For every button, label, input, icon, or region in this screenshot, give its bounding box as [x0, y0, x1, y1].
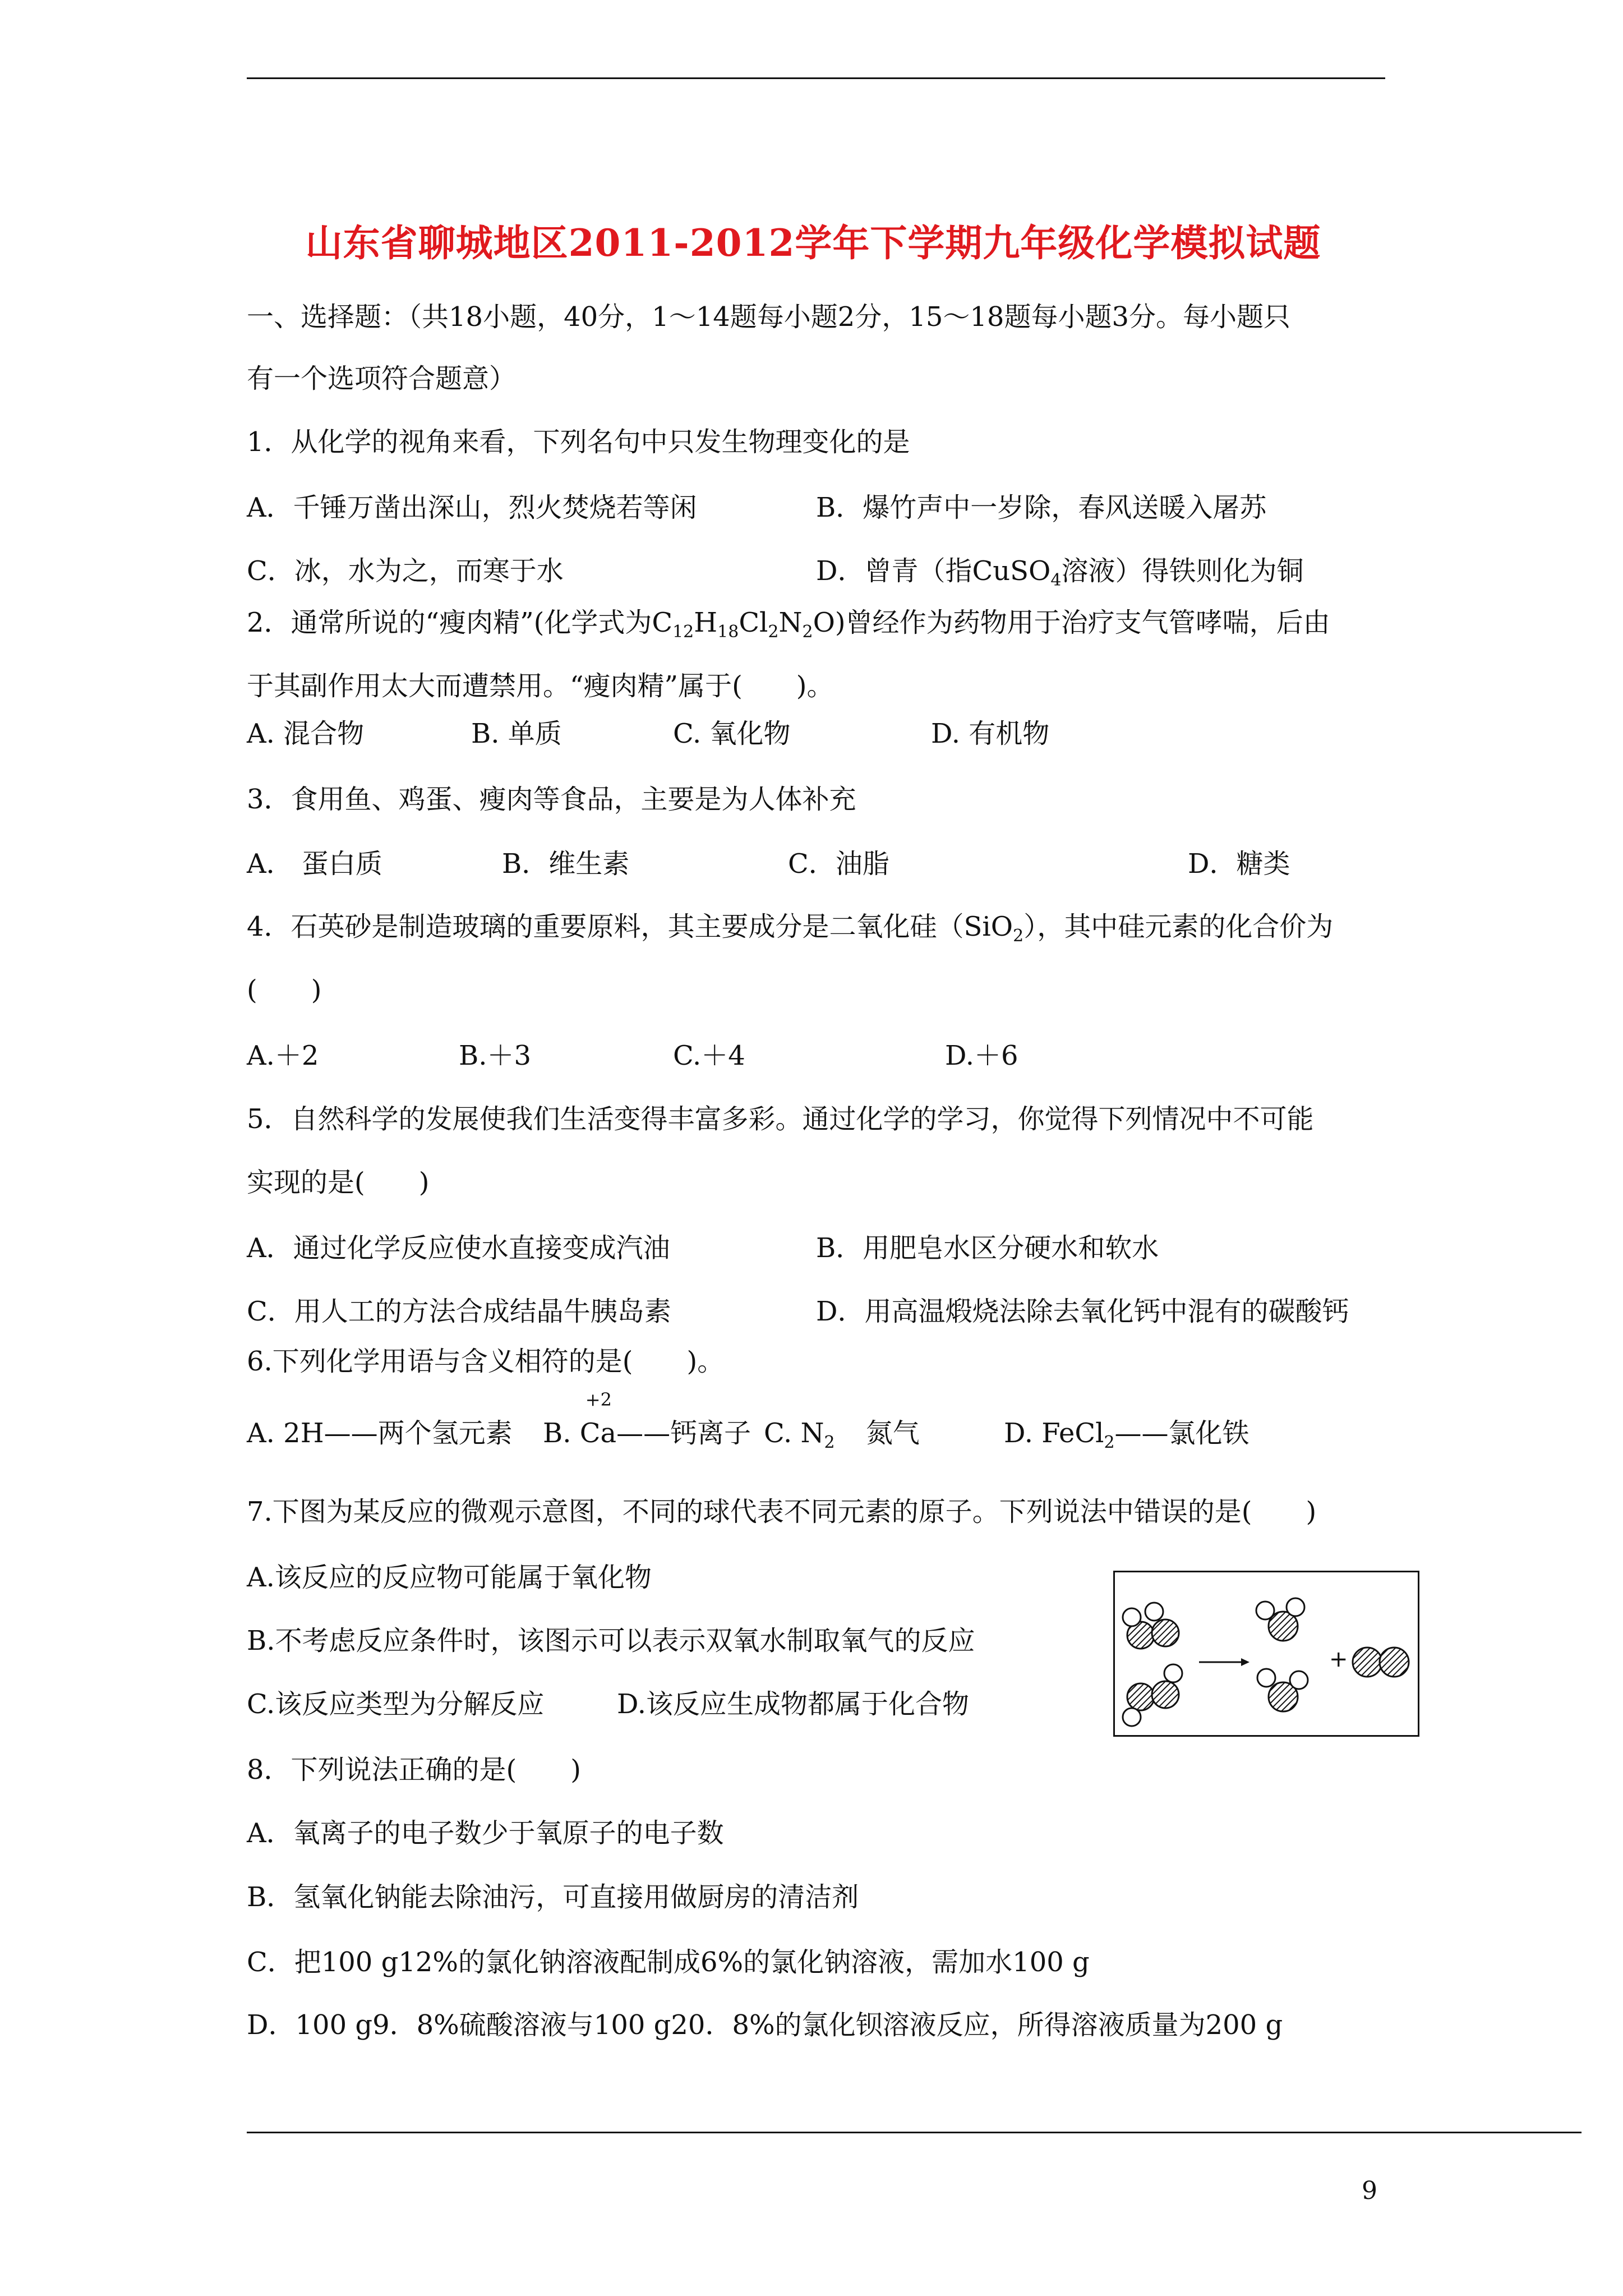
q2-formula-h: H: [694, 607, 718, 638]
reactant-molecule-1: [1123, 1603, 1179, 1649]
q8-option-a: A．氧离子的电子数少于氧原子的电子数: [247, 1818, 724, 1849]
page-number: 9: [1362, 2177, 1377, 2205]
q6-option-c-text: C. N: [764, 1418, 824, 1449]
header-rule: [247, 77, 1385, 79]
q5-option-d: D．用高温煅烧法除去氧化钙中混有的碳酸钙: [816, 1296, 1349, 1327]
q6-option-d: [1004, 1416, 1249, 1450]
q6-option-d-text-end: ——氯化铁: [1114, 1418, 1249, 1449]
q8-stem: 8．下列说法正确的是( ): [247, 1754, 581, 1786]
q5-option-c: C．用人工的方法合成结晶牛胰岛素: [247, 1296, 671, 1327]
q8-option-d: D．100 g9．8%硫酸溶液与100 g20．8%的氯化钡溶液反应，所得溶液质量为200 g: [247, 2009, 1283, 2041]
q2-stem-start: 2．通常所说的“瘦肉精”(化学式为C: [247, 607, 673, 638]
page-title: 山东省聊城地区2011-2012学年下学期九年级化学模拟试题: [305, 221, 1321, 265]
q6-option-d-text: D. FeCl: [1004, 1418, 1104, 1449]
q3-stem: 3．食用鱼、鸡蛋、瘦肉等食品，主要是为人体补充: [247, 784, 856, 815]
q4-stem-end: ），其中硅元素的化合价为: [1023, 911, 1334, 942]
reactant-molecule-2: [1123, 1664, 1182, 1726]
q2-stem: [247, 606, 1330, 642]
reaction-arrow: [1199, 1658, 1249, 1666]
q1-option-d-text: D．曾青（指CuSO: [816, 555, 1051, 587]
q7-option-c: C.该反应类型为分解反应: [247, 1688, 545, 1720]
q4-sub: 2: [1013, 926, 1024, 946]
q2-stem-line2: 于其副作用太大而遭禁用。“瘦肉精”属于( )。: [247, 670, 834, 702]
q6-option-b: [543, 1389, 751, 1450]
q4-stem: [247, 910, 1333, 944]
q2-formula-n: N: [778, 607, 803, 638]
q6-option-c: [764, 1416, 920, 1450]
q3-option-a: A． 蛋白质: [247, 848, 382, 880]
section-heading-line2: 有一个选项符合题意）: [247, 363, 517, 394]
q1-option-b: B．爆竹声中一岁除，春风送暖入屠苏: [816, 492, 1267, 523]
q4-option-c: C.＋4: [673, 1040, 745, 1071]
product-molecule-2: [1257, 1669, 1308, 1711]
q2-stem-end: O)曾经作为药物用于治疗支气管哮喘，后由: [813, 607, 1330, 638]
q6-valence-symbol: [579, 1389, 617, 1450]
q6-stem: 6.下列化学用语与含义相符的是( )。: [247, 1346, 725, 1377]
plus-sign: +: [1329, 1646, 1348, 1672]
q2-sub-1: 12: [672, 622, 694, 642]
q6-valence-charge: +2: [585, 1389, 612, 1410]
q4-option-b: B.＋3: [459, 1040, 532, 1071]
q7-option-d: D.该反应生成物都属于化合物: [617, 1688, 970, 1720]
q6-calcium-symbol: Ca: [579, 1418, 617, 1449]
q6-option-d-sub: 2: [1104, 1433, 1115, 1452]
q6-option-b-label: B.: [543, 1418, 571, 1449]
product-molecule-1: [1256, 1598, 1304, 1641]
q2-option-c: C. 氧化物: [673, 718, 791, 749]
q5-option-a: A．通过化学反应使水直接变成汽油: [247, 1232, 670, 1264]
q2-sub-3: 2: [768, 622, 779, 642]
q3-option-d: D．糖类: [1188, 848, 1290, 880]
q7-option-a: A.该反应的反应物可能属于氧化物: [247, 1562, 652, 1593]
q2-sub-4: 2: [802, 622, 813, 642]
q1-option-a: A．千锤万凿出深山，烈火焚烧若等闲: [247, 492, 697, 523]
q8-option-c: C．把100 g12%的氯化钠溶液配制成6%的氯化钠溶液，需加水100 g: [247, 1947, 1090, 1978]
q1-option-d-sub: 4: [1050, 570, 1062, 590]
q4-option-a: A.＋2: [247, 1040, 319, 1071]
section-heading-line1: 一、选择题：（共18小题，40分，1～14题每小题2分，15～18题每小题3分。每小题只: [247, 301, 1291, 333]
q4-paren: ( ): [247, 974, 322, 1006]
q5-option-b: B．用肥皂水区分硬水和软水: [816, 1232, 1159, 1264]
product-molecule-3: [1353, 1648, 1409, 1677]
reaction-diagram-svg: [1115, 1572, 1418, 1735]
q2-option-d: D. 有机物: [931, 718, 1050, 749]
q1-option-d: [816, 554, 1303, 588]
q3-option-c: C．油脂: [788, 848, 889, 880]
q2-sub-2: 18: [717, 622, 739, 642]
q6-option-b-text: ——钙离子: [616, 1418, 751, 1449]
q7-option-b: B.不考虑反应条件时，该图示可以表示双氧水制取氧气的反应: [247, 1625, 975, 1657]
q3-option-b: B．维生素: [502, 848, 630, 880]
q4-option-d: D.＋6: [945, 1040, 1018, 1071]
q2-option-b: B. 单质: [471, 718, 562, 749]
q4-stem-start: 4．石英砂是制造玻璃的重要原料，其主要成分是二氧化硅（SiO: [247, 911, 1013, 942]
q2-formula-cl: Cl: [739, 607, 768, 638]
q1-option-d-text-end: 溶液）得铁则化为铜: [1061, 555, 1304, 587]
q6-option-c-text-end: 氮气: [857, 1418, 920, 1449]
q5-stem: 5．自然科学的发展使我们生活变得丰富多彩。通过化学的学习，你觉得下列情况中不可能: [247, 1103, 1314, 1135]
reaction-diagram: [1113, 1571, 1419, 1737]
q1-stem: 1．从化学的视角来看，下列名句中只发生物理变化的是: [247, 426, 910, 458]
q2-option-a: A. 混合物: [247, 718, 365, 749]
q8-option-b: B．氢氧化钠能去除油污，可直接用做厨房的清洁剂: [247, 1881, 859, 1913]
q6-option-c-sub: 2: [824, 1433, 835, 1452]
footer-rule: [247, 2132, 1581, 2133]
q1-option-c: C．冰，水为之，而寒于水: [247, 555, 564, 587]
q5-stem-line2: 实现的是( ): [247, 1167, 430, 1198]
q7-stem: 7.下图为某反应的微观示意图，不同的球代表不同元素的原子。下列说法中错误的是( ): [247, 1496, 1317, 1527]
q6-option-a: A. 2H——两个氢元素: [247, 1418, 513, 1449]
